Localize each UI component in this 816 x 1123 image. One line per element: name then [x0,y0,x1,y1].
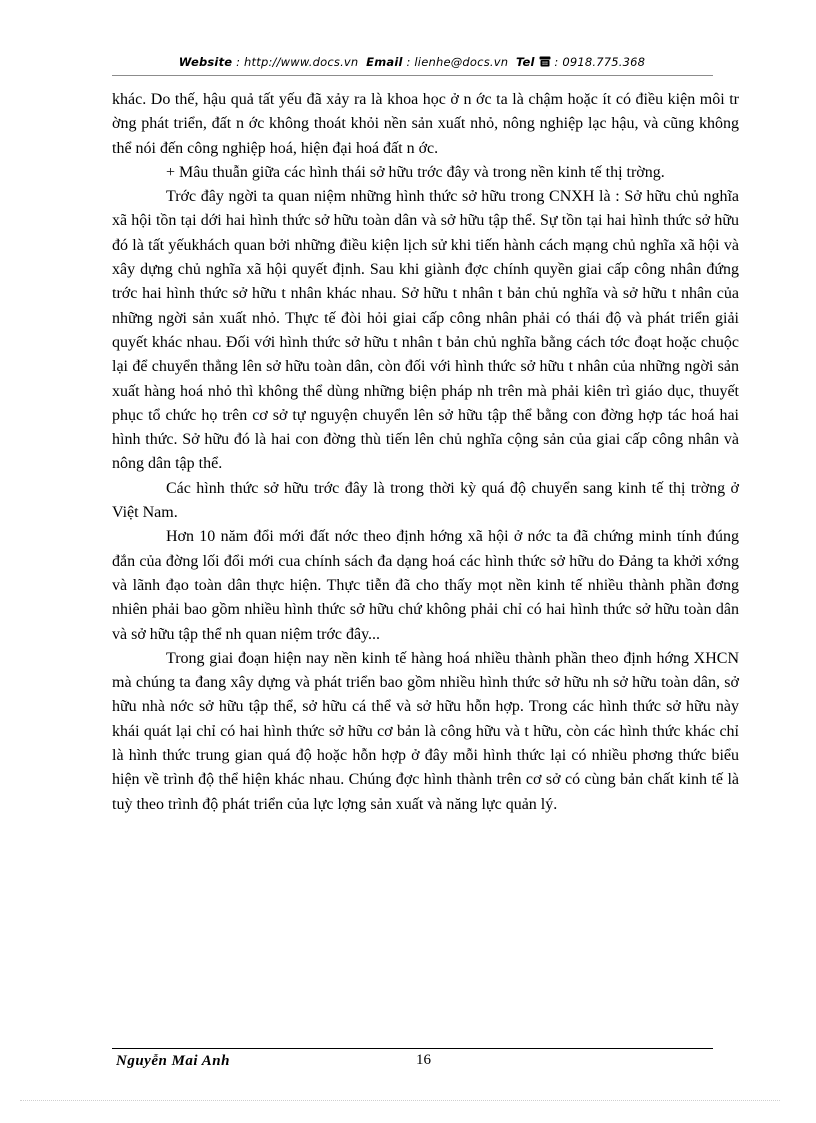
header-divider [112,75,713,76]
page-bottom-border [20,1100,780,1101]
email-value: : lienhe@docs.vn [406,55,509,69]
body-text [112,88,739,817]
footer-author: Nguyễn Mai Anh [116,1053,230,1069]
phone-icon [539,55,555,69]
page-number: 16 [416,1052,431,1068]
paragraph: Trớc đây ngời ta quan niệm những hình thức sở hữu trong CNXH là : Sở hữu chủ nghĩa xã hội tồn tại dới hai hình thức sở hữu toàn dân và sở hữu tập thể. Sự tồn tại hai hình thức sở hữu đó là tất yếukhách quan bởi những điều kiện lịch sử khi tiến hành cách mạng chủ nghĩa xã hội và xây dựng chủ nghĩa xã hội quyết định. Sau khi giành đợc chính quyền giai cấp công nhân đứng trớc hai hình thức sở hữu t nhân khác nhau. Sở hữu t nhân t bản chủ nghĩa và sở hữu t nhân của những ngời sản xuất nhỏ. Thực tế đòi hỏi giai cấp công nhân phải có thái độ và phát triển giải quyết khác nhau. Đối với hình thức sở hữu t nhân t bản chủ nghĩa bằng cách tớc đoạt hoặc chuộc lại để chuyển thẳng lên sở hữu toàn dân, còn đối với hình thức sở hữu t nhân của những ngời sản xuất hàng hoá nhỏ thì không thể dùng những biện pháp nh trên mà phải kiên trì giáo dục, thuyết phục tổ chức họ trên cơ sở tự nguyện chuyển lên sở hữu tập thể bằng con đờng hợp tác hoá hai hình thức. Sở hữu đó là hai con đờng thù tiến lên chủ nghĩa cộng sản của giai cấp công nhân và nông dân tập thể. [112,188,739,473]
tel-label: Tel [515,55,535,69]
paragraph: Các hình thức sở hữu trớc đây là trong thời kỳ quá độ chuyển sang kinh tế thị trờng ở Việt Nam. [112,479,739,522]
paragraph: Hơn 10 năm đổi mới đất nớc theo định hớng xã hội ở nớc ta đã chứng minh tính đúng đắn của đờng lối đổi mới cua chính sách đa dạng hoá các hình thức sở hữu do Đảng ta khởi xớng và lãnh đạo toàn dân thực hiện. Thực tiễn đã cho thấy mọt nền kinh tế nhiều thành phần đơng nhiên phải bao gồm nhiều hình thức sở hữu chứ không phải chỉ có hai hình thức sở hữu toàn dân và sở hữu tập thể nh quan niệm trớc đây... [112,528,739,643]
footer-divider [112,1048,713,1049]
email-label: Email [366,55,403,69]
paragraph: Trong giai đoạn hiện nay nền kinh tế hàng hoá nhiều thành phần theo định hớng XHCN mà chúng ta đang xây dựng và phát triển bao gồm nhiều hình thức sở hữu nh sở hữu toàn dân, sở hữu nhà nớc sở hữu tập thể, sở hữu cá thể và sở hữu hỗn hợp. Trong các hình thức sở hữu này khái quát lại chỉ có hai hình thức sở hữu cơ bản là công hữu và t hữu, còn các hình thức khác chỉ là hình thức trung gian quá độ hoặc hỗn hợp ở đây mỗi hình thức lại có nhiều phơng thức biểu hiện về trình độ thể hiện khác nhau. Chúng đợc hình thành trên cơ sở có cùng bản chất kinh tế là tuỳ theo trình độ phát triển của lực lợng sản xuất và năng lực quản lý. [112,649,739,813]
paragraph: khác. Do thế, hậu quả tất yếu đã xảy ra là khoa học ở n ớc ta là chậm hoặc ít có điều kiện môi tr ờng phát triển, đất n ớc không thoát khỏi nền sản xuất nhỏ, nông nghiệp lạc hậu, và cũng không thể nói đến công nghiệp hoá, hiện đại hoá đất n ớc. [112,91,739,157]
website-label: Website [178,55,233,69]
website-url: : http://www.docs.vn [236,55,359,69]
paragraph: + Mâu thuẫn giữa các hình thái sở hữu trớc đây và trong nền kinh tế thị trờng. [166,163,665,181]
tel-value: : 0918.775.368 [554,55,646,69]
page-header [112,55,712,75]
